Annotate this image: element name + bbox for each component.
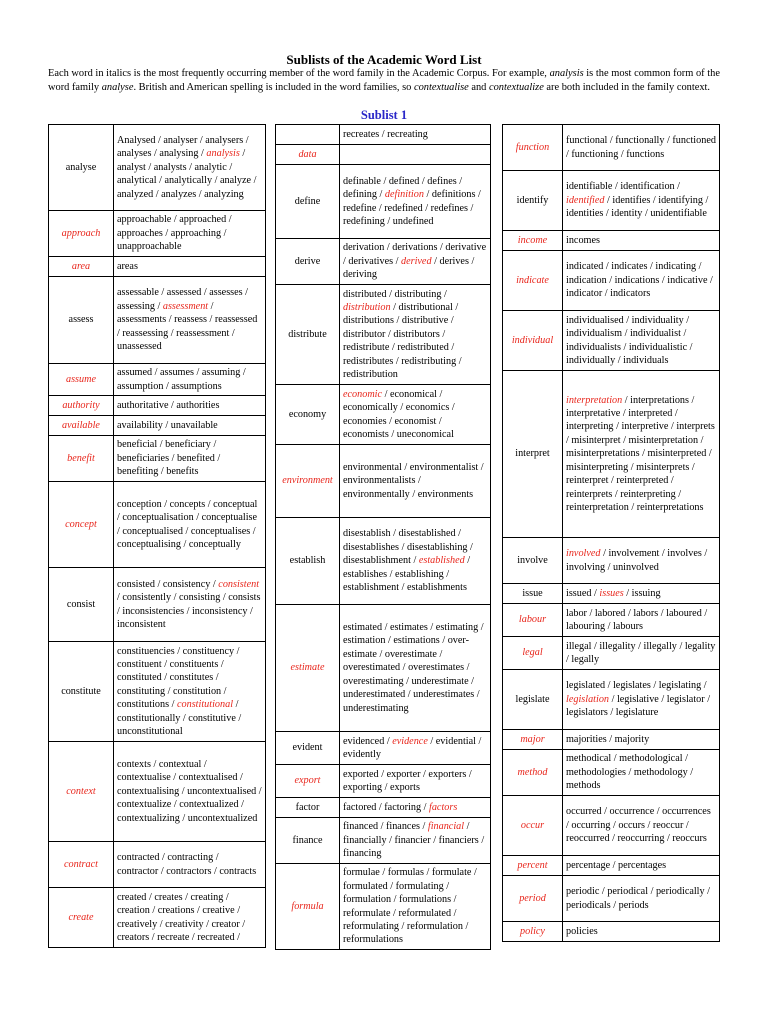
word-family-cell [114,888,266,948]
family-text: distributed / distributing / [343,288,447,300]
table-row [49,257,266,277]
headword-cell: legislate [503,670,563,730]
table-row [276,765,491,798]
family-text: issued / [566,587,600,599]
family-text: areas [117,260,138,272]
word-family-cell [563,796,720,856]
table-row [276,385,491,445]
family-text: environmental / environmentalist / environmentalists / environmentally / environments [343,461,484,500]
family-text: / establishes / establishing / establishment / establishments [343,555,471,594]
table-row [503,856,720,876]
intro-text-2: is the most common form of the word family [48,68,720,93]
family-text: / identifies / identifying / identities / identity / unidentifiable [566,194,709,220]
family-text: estimated / estimates / estimating / estimation / estimations / over-estimate / overestimate / overestimated / overestimates / overestimating / underestimate / underestimated / underestimates / underestimating [343,622,484,714]
headword-cell [276,125,340,145]
word-table [48,124,266,948]
headword-cell: income [503,231,563,251]
headword-cell: define [276,165,340,239]
family-text: contracted / contracting / contractor / contractors / contracts [117,852,257,877]
word-family-cell [563,231,720,251]
intro-example-analyse: analyse [101,82,134,93]
family-text: / issuing [623,587,661,599]
family-text: created / creates / creating / creation / creations / creative / creatively / creativity / creator / creators / recreate / recreated / [117,891,246,943]
word-family-cell [114,436,266,482]
word-family-cell [340,818,491,864]
table-row [276,818,491,864]
frequent-form: constitutional [177,699,234,711]
table-row [276,445,491,518]
headword-cell: derive [276,239,340,285]
headword-cell: establish [276,518,340,605]
family-text: illegal / illegality / illegally / legality / legally [566,640,716,665]
family-text: definable / defined / defines / defining / [343,175,463,201]
headword-cell: benefit [49,436,114,482]
table-row [49,396,266,416]
frequent-form: evidence [392,735,428,747]
table-row [503,637,720,670]
table-row [276,732,491,765]
word-family-cell [340,798,491,818]
headword-cell: involve [503,538,563,584]
word-family-cell [563,637,720,670]
frequent-form: identified [566,194,605,206]
table-row [503,171,720,231]
word-family-cell [340,445,491,518]
family-text: incomes [566,234,600,246]
family-text: / assessments / reassess / reassessed / reassessing / reassessment / unassessed [117,300,258,353]
headword-cell: occur [503,796,563,856]
word-family-cell [114,482,266,568]
word-family-cell [114,742,266,842]
family-text: consisted / consistency / [117,578,219,590]
table-row [49,211,266,257]
family-text: / evidential / evidently [343,735,482,760]
headword-cell: export [276,765,340,798]
word-family-cell [340,145,491,165]
family-text: functional / functionally / functioned / functioning / functions [566,135,716,160]
frequent-form: consistent [218,578,260,590]
family-text: disestablish / disestablished / disestablishes / disestablishing / disestablishment / [343,528,473,567]
word-family-cell [114,211,266,257]
word-family-cell [563,125,720,171]
family-text: indicated / indicates / indicating / indication / indications / indicative / indicator / indicators [566,261,713,300]
frequent-form: interpretation [566,394,623,406]
word-family-cell [114,125,266,211]
headword-cell: approach [49,211,114,257]
table-row [49,888,266,948]
word-family-cell [340,239,491,285]
headword-cell: formula [276,864,340,950]
table-row [503,231,720,251]
table-row [503,604,720,637]
table-row [503,730,720,750]
family-text: / legislative / legislator / legislators / legislature [566,693,711,719]
table-row [503,584,720,604]
word-family-cell [563,371,720,538]
word-family-cell [114,364,266,396]
family-text: individualised / individuality / individualism / individualist / individualists / individualistic / individually / individuals [566,314,693,366]
headword-cell: available [49,416,114,436]
word-family-cell [340,765,491,798]
frequent-form: established [418,555,465,567]
table-row [276,798,491,818]
word-table-column-2 [275,124,490,950]
headword-cell: analyse [49,125,114,211]
word-family-cell [340,518,491,605]
headword-cell: economy [276,385,340,445]
word-table [275,124,491,950]
family-text: recreates / recreating [343,128,428,140]
word-family-cell [340,125,491,145]
word-family-cell [340,385,491,445]
table-row [276,239,491,285]
table-row [503,796,720,856]
table-row [276,605,491,732]
headword-cell: concept [49,482,114,568]
frequent-form: issues [599,587,624,599]
headword-cell: method [503,750,563,796]
family-text: percentage / percentages [566,859,667,871]
intro-paragraph [48,67,720,95]
intro-example-contextualise: contextualise [413,82,469,93]
table-row [503,371,720,538]
family-text: / consistently / consisting / consists / inconsistencies / inconsistency / inconsistent [117,592,261,630]
headword-cell: period [503,876,563,922]
word-family-cell [563,604,720,637]
word-family-cell [563,670,720,730]
page-title: Sublists of the Academic Word List [286,52,482,67]
headword-cell: area [49,257,114,277]
family-text: beneficial / beneficiary / beneficiaries / benefited / benefiting / benefits [117,439,221,478]
word-family-cell [114,842,266,888]
table-row [276,518,491,605]
headword-cell: identify [503,171,563,231]
family-text: formulae / formulas / formulate / formulated / formulating / formulation / formulations / reformulate / reformulated / reformulating / reformulation / reformulations [343,867,477,946]
word-family-cell [340,285,491,385]
table-row [49,364,266,396]
family-text: / definitions / redefine / redefined / redefines / redefining / undefined [343,189,481,227]
word-family-cell [114,277,266,364]
family-text: / constitutionally / constitutive / unconstitutional [117,699,242,738]
word-table [502,124,720,942]
table-row [49,277,266,364]
table-row [49,416,266,436]
family-text: labor / labored / labors / laboured / labouring / labours [566,607,708,632]
intro-example-analysis: analysis [549,68,584,79]
family-text: factored / factoring / [343,801,429,813]
family-text: identifiable / identification / [566,181,681,193]
word-family-cell [340,732,491,765]
word-family-cell [114,257,266,277]
family-text: conception / concepts / conceptual / conceptualisation / conceptualise / conceptualised / conceptualises / conceptualising / conceptually [117,498,258,550]
table-row [276,864,491,950]
frequent-form: assessment [162,300,209,312]
headword-cell: interpret [503,371,563,538]
frequent-form: definition [384,189,424,201]
table-row [503,922,720,942]
headword-cell: distribute [276,285,340,385]
headword-cell: create [49,888,114,948]
family-text: constituencies / constituency / constituent / constituents / constituted / constitutes / constituting / constitution / constitutions / [117,645,240,711]
word-family-cell [563,311,720,371]
sublist-heading: Sublist 1 [360,108,408,122]
word-family-cell [563,876,720,922]
intro-text-4: and [468,82,489,93]
word-family-cell [563,538,720,584]
headword-cell: environment [276,445,340,518]
headword-cell: function [503,125,563,171]
headword-cell: individual [503,311,563,371]
family-text: policies [566,925,598,937]
word-family-cell [563,730,720,750]
headword-cell: data [276,145,340,165]
word-family-cell [114,396,266,416]
word-family-cell [563,922,720,942]
table-row [276,125,491,145]
table-row [503,538,720,584]
word-family-cell [563,251,720,311]
intro-example-contextualize: contextualize [488,82,544,93]
family-text: availability / unavailable [117,419,218,431]
word-family-cell [563,584,720,604]
word-family-cell [563,171,720,231]
headword-cell: evident [276,732,340,765]
family-text: evidenced / [343,735,393,747]
frequent-form: derived [401,255,432,267]
word-family-cell [340,605,491,732]
headword-cell: legal [503,637,563,670]
frequent-form: economic [343,388,383,400]
word-family-cell [563,750,720,796]
headword-cell: finance [276,818,340,864]
headword-cell: labour [503,604,563,637]
word-family-cell [114,568,266,642]
headword-cell: context [49,742,114,842]
word-family-cell [114,642,266,742]
headword-cell: assess [49,277,114,364]
table-row [49,568,266,642]
family-text: exported / exporter / exporters / exporting / exports [343,768,472,793]
headword-cell: issue [503,584,563,604]
headword-cell: percent [503,856,563,876]
family-text: / financially / financier / financiers / financing [343,821,485,860]
headword-cell: indicate [503,251,563,311]
intro-text-5: are both included in the family context. [543,82,711,93]
table-row [49,482,266,568]
word-family-cell [340,165,491,239]
family-text: derivation / derivations / derivative / derivatives / [343,242,487,267]
family-text: assumed / assumes / assuming / assumption / assumptions [117,367,246,392]
family-text: / derives / deriving [343,255,475,281]
family-text: / interpretations / interpretative / interpreted / interpreting / interpretive / interprets / misinterpret / misinterpretation / misinterpretations / misinterpreted / misinterpreting / misinterprets / reinterpret / reinterpreted / reinterprets / reinterpreting / reinterpretation / reinterpretations [566,394,715,513]
headword-cell: constitute [49,642,114,742]
headword-cell: estimate [276,605,340,732]
headword-cell: policy [503,922,563,942]
table-row [49,125,266,211]
headword-cell: major [503,730,563,750]
frequent-form: factors [429,801,458,813]
headword-cell: consist [49,568,114,642]
table-row [276,165,491,239]
intro-text-3: . British and American spelling is included in the word families, so [133,82,414,93]
word-table-column-1 [48,124,265,948]
intro-text-1: Each word in italics is the most frequently occurring member of the word family in the Academic Corpus. For example, [48,68,550,79]
table-row [49,642,266,742]
table-row [503,876,720,922]
word-table-column-3 [502,124,719,942]
family-text: / involvement / involves / involving / uninvolved [566,548,708,573]
family-text: approachable / approached / approaches / approaching / unapproachable [117,214,232,253]
word-family-cell [340,864,491,950]
family-text: contexts / contextual / contextualise / contextualised / contextualising / uncontextualised / contextualize / contextualized / contextualizing / uncontextualized [117,758,262,824]
table-row [276,145,491,165]
table-row [503,670,720,730]
family-text: / economical / economically / economics / economies / economist / economists / uneconomical [343,388,455,440]
table-row [276,285,491,385]
table-row [503,311,720,371]
frequent-form: analysis [206,148,240,160]
frequent-form: legislation [566,693,610,705]
frequent-form: financial [427,821,465,833]
family-text: legislated / legislates / legislating / [566,680,707,692]
family-text: majorities / majority [566,733,650,745]
family-text: authoritative / authorities [117,399,220,411]
table-row [49,842,266,888]
table-row [503,251,720,311]
family-text: Analysed / analyser / analysers / analyses / analysing / [117,134,249,160]
word-family-cell [563,856,720,876]
frequent-form: involved [566,548,601,560]
family-text: financed / finances / [343,821,428,833]
table-row [49,742,266,842]
family-text: / analyst / analysts / analytic / analytical / analytically / analyze / analyzed / analyzes / analyzing [117,148,257,200]
headword-cell: contract [49,842,114,888]
family-text: / distributional / distributions / distributive / distributor / distributors / redistribute / redistributed / redistributes / redistributing / redistribution [343,301,462,381]
headword-cell: factor [276,798,340,818]
table-row [503,125,720,171]
frequent-form: distribution [343,301,391,313]
word-family-cell [114,416,266,436]
family-text: methodical / methodological / methodologies / methodology / methods [566,753,694,792]
family-text: occurred / occurrence / occurrences / occurring / occurs / reoccur / reoccurred / reoccurring / reoccurs [566,806,711,845]
table-row [49,436,266,482]
table-row [503,750,720,796]
family-text: periodic / periodical / periodically / periodicals / periods [566,886,710,911]
headword-cell: assume [49,364,114,396]
headword-cell: authority [49,396,114,416]
family-text: assessable / assessed / assesses / assessing / [117,287,248,312]
